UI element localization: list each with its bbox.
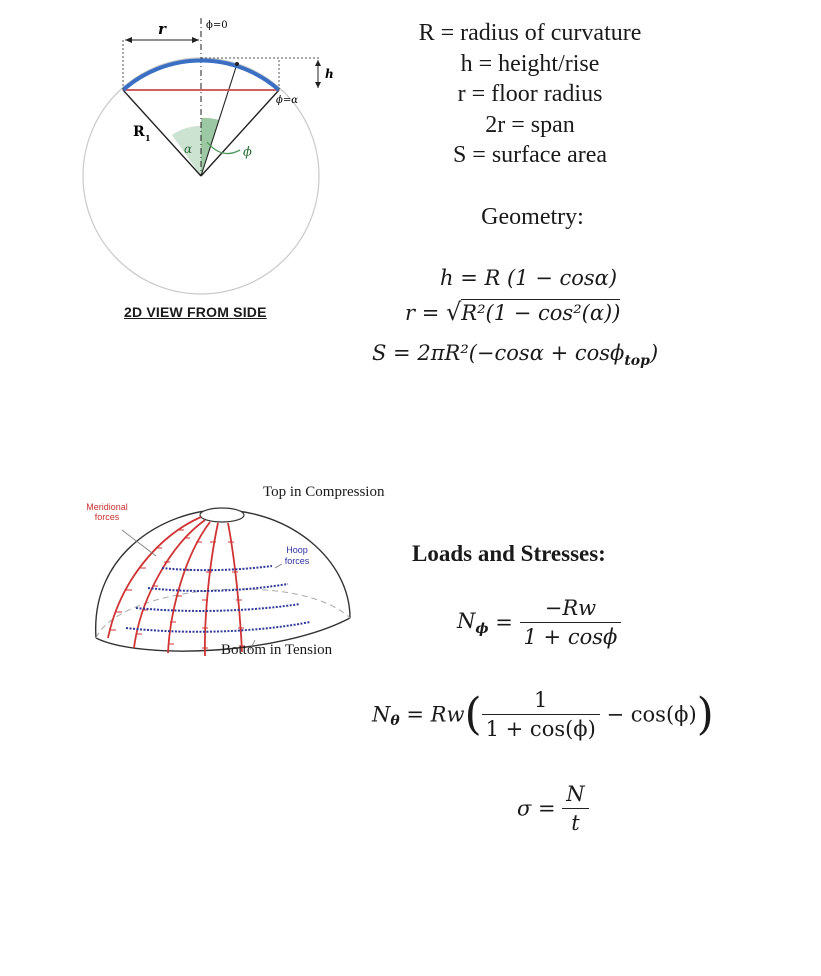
hoop-label-line1: Hoop <box>286 545 308 555</box>
meridional-leader <box>122 530 156 556</box>
ntheta-lhs: N <box>372 702 391 727</box>
label-alpha: α <box>184 142 193 156</box>
ntheta-numerator: 1 <box>482 688 600 715</box>
geometry-title: Geometry: <box>481 204 584 230</box>
nphi-lhs: N <box>457 609 476 633</box>
equation-nphi <box>457 596 621 649</box>
label-phi: ϕ <box>243 145 252 160</box>
hoop-label-line2: forces <box>284 556 310 566</box>
equation-S-rhs: 2πR²(−cosα + cosϕ <box>417 341 625 365</box>
nphi-eq: = <box>488 610 520 635</box>
sigma-lhs: σ = <box>517 796 563 821</box>
definition-S: S = surface area <box>452 142 608 168</box>
equation-sigma <box>517 782 589 835</box>
ntheta-eq: = Rw <box>399 702 465 727</box>
hoop-forces-label <box>272 545 322 567</box>
nphi-fraction <box>520 596 622 649</box>
equation-h-rhs: R (1 − cosα) <box>484 266 618 290</box>
label-R-sub: 1 <box>145 133 151 143</box>
ntheta-close-paren: ) <box>696 689 714 740</box>
equation-r-lhs: r = <box>405 301 446 325</box>
label-r: r <box>158 20 166 38</box>
definition-R: R = radius of curvature <box>418 20 642 46</box>
equation-h-lhs: h = <box>440 266 485 290</box>
dome-oculus <box>200 508 244 522</box>
equation-S-sub: top <box>624 353 650 370</box>
side-view-diagram <box>0 0 380 300</box>
label-h: h <box>325 67 334 81</box>
meridional-label-line1: Meridional <box>86 502 128 512</box>
ntheta-tail: − cos(ϕ) <box>599 702 697 727</box>
hoop-line-3 <box>136 604 300 611</box>
loads-title: Loads and Stresses: <box>412 541 606 566</box>
definition-r: r = floor radius <box>457 81 603 107</box>
sigma-numerator: N <box>562 782 588 809</box>
equation-S <box>372 341 658 369</box>
meridional-line-3 <box>168 522 210 653</box>
equation-r <box>405 298 620 326</box>
ntheta-open-paren: ( <box>464 689 482 740</box>
nphi-denominator: 1 + cosϕ <box>523 625 618 649</box>
meridional-forces-label <box>62 502 152 522</box>
hoop-line-1 <box>162 566 272 570</box>
nphi-sub: ϕ <box>475 621 489 638</box>
sqrt-sign: √ <box>446 298 462 326</box>
r-arrow-left <box>125 37 132 43</box>
hoop-lines <box>126 566 310 632</box>
side-view-caption: 2D VIEW FROM SIDE <box>124 304 267 320</box>
ntheta-denominator: 1 + cos(ϕ) <box>485 717 596 741</box>
tick <box>168 542 202 644</box>
r-arrow-right <box>192 37 199 43</box>
ntheta-sub: θ <box>390 713 400 730</box>
nphi-numerator: −Rw <box>520 596 622 623</box>
top-point <box>235 62 239 66</box>
sigma-denominator: t <box>571 811 580 835</box>
equation-S-lhs: S = <box>372 341 418 365</box>
definition-h: h = height/rise <box>460 50 600 77</box>
equation-h <box>440 266 617 290</box>
ntheta-fraction <box>482 688 600 741</box>
sigma-fraction <box>562 782 588 835</box>
top-compression-label: Top in Compression <box>263 484 385 500</box>
hoop-line-4 <box>126 622 310 632</box>
definitions-list <box>380 18 680 171</box>
h-arrow-bottom <box>315 82 321 88</box>
definition-span: 2r = span <box>485 111 575 138</box>
h-arrow-top <box>315 60 321 66</box>
label-R: R <box>133 124 145 140</box>
dome-base-back <box>96 589 350 638</box>
equation-r-radicand: R²(1 − cos²(α)) <box>461 301 621 325</box>
equation-S-close: ) <box>649 341 659 365</box>
label-phi0: ϕ=0 <box>206 20 228 31</box>
label-phialpha: ϕ=α <box>276 95 298 106</box>
bottom-tension-label: Bottom in Tension <box>221 642 333 658</box>
meridional-label-line2: forces <box>94 512 120 522</box>
dome-outline <box>96 510 350 638</box>
equation-ntheta <box>372 688 714 741</box>
meridional-lines <box>108 517 242 656</box>
tick <box>136 538 190 634</box>
